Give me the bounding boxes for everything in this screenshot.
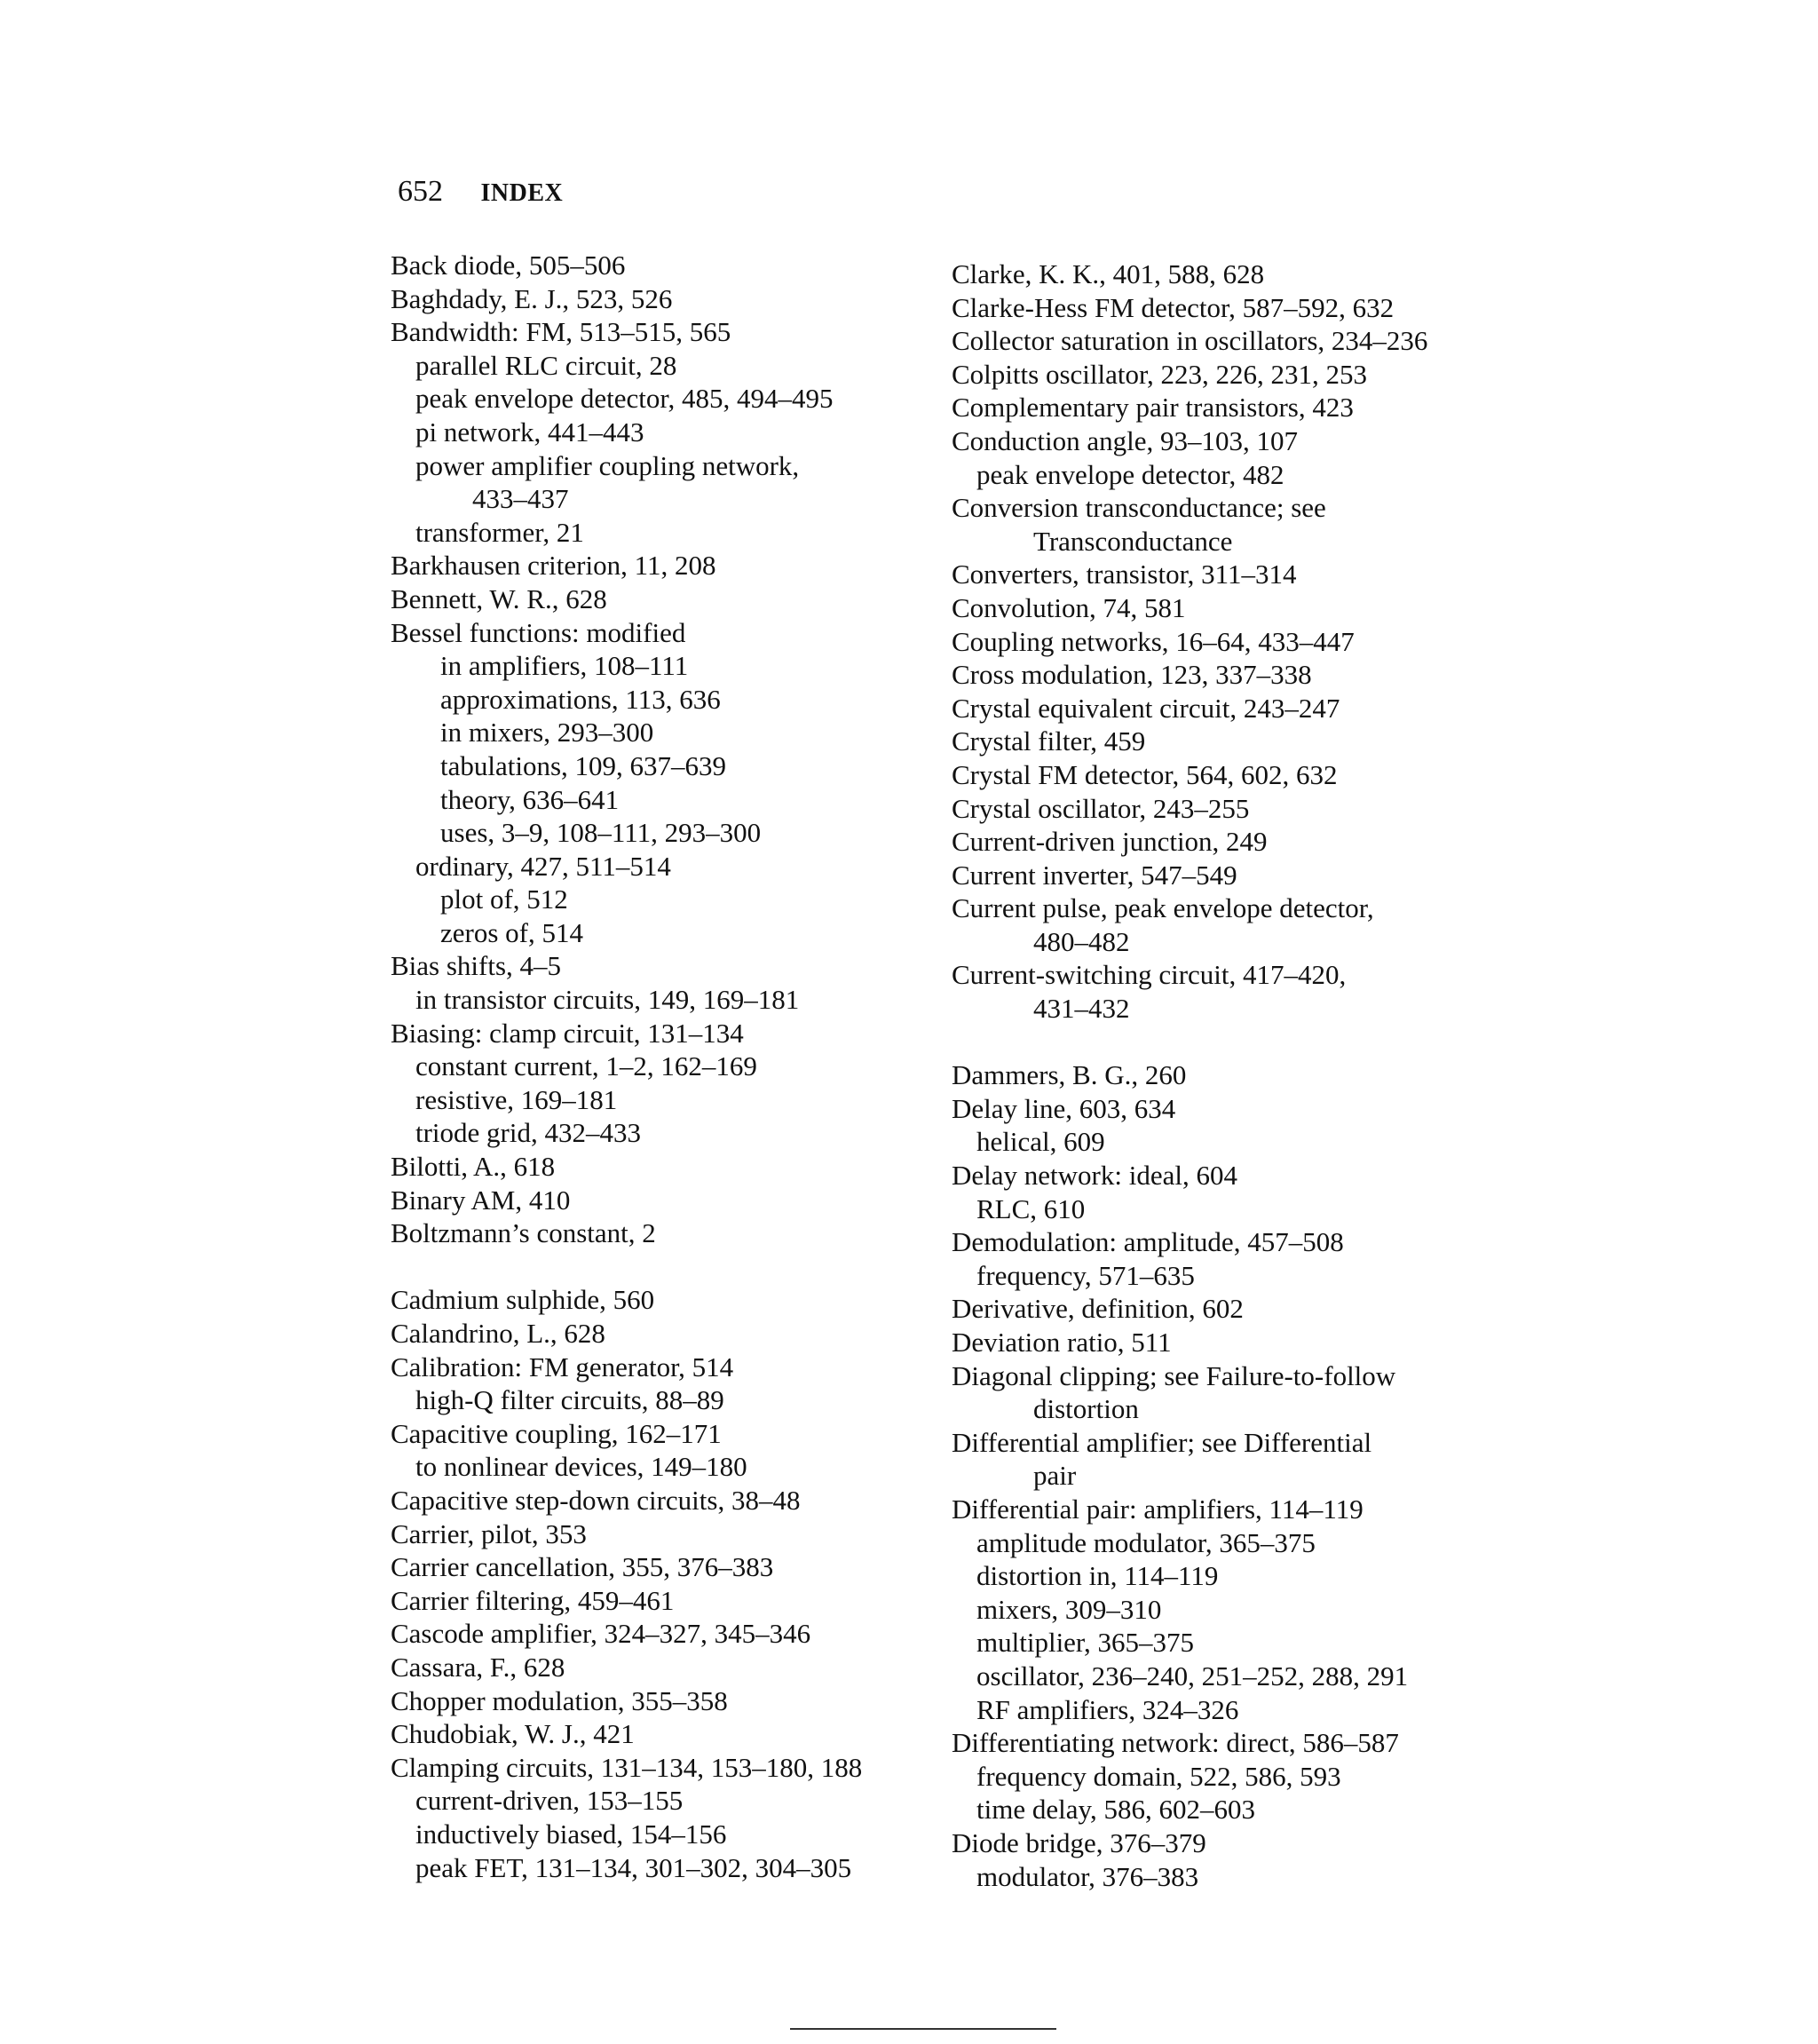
index-entry: Delay line, 603, 634: [952, 1092, 1176, 1124]
index-subentry: tabulations, 109, 637–639: [440, 749, 727, 781]
index-subentry: helical, 609: [976, 1126, 1105, 1158]
index-subentry: high-Q filter circuits, 88–89: [415, 1384, 724, 1416]
index-entry: Complementary pair transistors, 423: [952, 392, 1354, 424]
index-subentry: resistive, 169–181: [415, 1083, 618, 1115]
index-entry: Diode bridge, 376–379: [952, 1826, 1206, 1858]
index-subentry: 433–437: [472, 483, 569, 515]
index-subentry: pi network, 441–443: [415, 416, 644, 448]
page-number: 652: [398, 175, 443, 208]
index-entry: Crystal FM detector, 564, 602, 632: [952, 758, 1338, 790]
footer-rule: [790, 2028, 1056, 2030]
index-subentry: RLC, 610: [976, 1192, 1086, 1224]
index-entry: Crystal oscillator, 243–255: [952, 792, 1250, 824]
index-entry: Collector saturation in oscillators, 234–236: [952, 325, 1428, 357]
index-entry: Cross modulation, 123, 337–338: [952, 659, 1312, 691]
page-title: INDEX: [480, 179, 564, 207]
index-entry: Bias shifts, 4–5: [391, 950, 562, 982]
index-entry: Calandrino, L., 628: [391, 1318, 605, 1349]
index-subentry: peak envelope detector, 485, 494–495: [415, 383, 834, 415]
index-subentry: RF amplifiers, 324–326: [976, 1693, 1239, 1725]
index-subentry: oscillator, 236–240, 251–252, 288, 291: [976, 1660, 1409, 1691]
index-entry: Differential pair: amplifiers, 114–119: [952, 1493, 1364, 1525]
index-entry: Diagonal clipping; see Failure-to-follow: [952, 1359, 1396, 1391]
index-subentry: amplitude modulator, 365–375: [976, 1526, 1316, 1558]
index-subentry: constant current, 1–2, 162–169: [415, 1050, 757, 1082]
index-subentry: parallel RLC circuit, 28: [415, 349, 677, 381]
index-subentry: pair: [1033, 1460, 1077, 1492]
index-entry: Capacitive step-down circuits, 38–48: [391, 1484, 801, 1516]
index-subentry: in transistor circuits, 149, 169–181: [415, 984, 800, 1016]
index-subentry: frequency domain, 522, 586, 593: [976, 1760, 1341, 1792]
index-entry: Dammers, B. G., 260: [952, 1059, 1187, 1091]
index-entry: Calibration: FM generator, 514: [391, 1351, 734, 1382]
index-entry: Cascode amplifier, 324–327, 345–346: [391, 1618, 811, 1650]
index-entry: Differential amplifier; see Differential: [952, 1426, 1372, 1458]
index-entry: Convolution, 74, 581: [952, 591, 1186, 623]
index-entry: Chudobiak, W. J., 421: [391, 1718, 635, 1750]
index-entry: Colpitts oscillator, 223, 226, 231, 253: [952, 358, 1368, 390]
index-subentry: zeros of, 514: [440, 916, 583, 948]
index-entry: Carrier, pilot, 353: [391, 1517, 587, 1549]
index-entry: Baghdady, E. J., 523, 526: [391, 282, 673, 314]
index-subentry: mixers, 309–310: [976, 1593, 1162, 1625]
index-entry: Coupling networks, 16–64, 433–447: [952, 625, 1355, 657]
index-entry: Biasing: clamp circuit, 131–134: [391, 1017, 744, 1049]
index-entry: Delay network: ideal, 604: [952, 1160, 1237, 1192]
index-entry: Current inverter, 547–549: [952, 859, 1237, 891]
index-subentry: uses, 3–9, 108–111, 293–300: [440, 817, 762, 849]
index-subentry: distortion: [1033, 1393, 1139, 1425]
index-entry: Crystal equivalent circuit, 243–247: [952, 692, 1340, 724]
index-entry: Demodulation: amplitude, 457–508: [952, 1226, 1344, 1258]
index-subentry: theory, 636–641: [440, 783, 620, 815]
index-subentry: Transconductance: [1033, 525, 1233, 557]
index-entry: Cassara, F., 628: [391, 1651, 565, 1683]
index-entry: Current-switching circuit, 417–420,: [952, 959, 1347, 991]
index-subentry: distortion in, 114–119: [976, 1560, 1219, 1592]
page-header: [398, 174, 563, 211]
index-subentry: in mixers, 293–300: [440, 717, 654, 749]
index-subentry: to nonlinear devices, 149–180: [415, 1451, 747, 1483]
index-subentry: peak envelope detector, 482: [976, 458, 1284, 490]
index-entry: Binary AM, 410: [391, 1184, 571, 1216]
index-subentry: time delay, 586, 602–603: [976, 1794, 1255, 1826]
index-entry: Bennett, W. R., 628: [391, 582, 607, 614]
index-entry: Clamping circuits, 131–134, 153–180, 188: [391, 1751, 863, 1783]
index-subentry: 431–432: [1033, 993, 1130, 1025]
index-entry: Bessel functions: modified: [391, 616, 686, 648]
index-subentry: plot of, 512: [440, 883, 568, 915]
index-column-right: [952, 257, 1520, 1893]
index-entry: Bandwidth: FM, 513–515, 565: [391, 316, 731, 348]
index-entry: Barkhausen criterion, 11, 208: [391, 550, 716, 582]
index-entry: Current pulse, peak envelope detector,: [952, 892, 1374, 924]
section-gap: [952, 1026, 1520, 1059]
index-entry: Back diode, 505–506: [391, 250, 626, 281]
index-entry: Bilotti, A., 618: [391, 1151, 556, 1183]
index-entry: Crystal filter, 459: [952, 725, 1146, 757]
index-subentry: modulator, 376–383: [976, 1860, 1199, 1892]
index-entry: Deviation ratio, 511: [952, 1327, 1172, 1358]
index-entry: Carrier filtering, 459–461: [391, 1584, 675, 1616]
index-entry: Derivative, definition, 602: [952, 1293, 1244, 1325]
index-entry: Carrier cancellation, 355, 376–383: [391, 1551, 774, 1583]
index-subentry: triode grid, 432–433: [415, 1117, 641, 1149]
index-subentry: 480–482: [1033, 925, 1130, 957]
index-subentry: frequency, 571–635: [976, 1259, 1195, 1291]
index-entry: Chopper modulation, 355–358: [391, 1684, 728, 1716]
index-subentry: peak FET, 131–134, 301–302, 304–305: [415, 1851, 852, 1883]
index-entry: Cadmium sulphide, 560: [391, 1284, 655, 1316]
index-subentry: approximations, 113, 636: [440, 683, 721, 715]
index-entry: Clarke, K. K., 401, 588, 628: [952, 258, 1265, 289]
index-column-left: [391, 249, 923, 1884]
index-subentry: multiplier, 365–375: [976, 1627, 1195, 1659]
section-gap: [391, 1250, 923, 1284]
index-entry: Capacitive coupling, 162–171: [391, 1417, 722, 1449]
index-entry: Differentiating network: direct, 586–587: [952, 1727, 1399, 1759]
index-entry: Converters, transistor, 311–314: [952, 559, 1297, 590]
index-subentry: transformer, 21: [415, 516, 584, 548]
index-entry: Boltzmann’s constant, 2: [391, 1217, 656, 1249]
index-subentry: inductively biased, 154–156: [415, 1818, 727, 1850]
index-entry: Clarke-Hess FM detector, 587–592, 632: [952, 291, 1395, 323]
index-entry: Current-driven junction, 249: [952, 826, 1268, 858]
index-subentry: power amplifier coupling network,: [415, 449, 800, 481]
index-entry: Conduction angle, 93–103, 107: [952, 424, 1299, 456]
index-subentry: ordinary, 427, 511–514: [415, 850, 671, 882]
index-subentry: in amplifiers, 108–111: [440, 650, 689, 682]
index-subentry: current-driven, 153–155: [415, 1785, 684, 1817]
index-entry: Conversion transconductance; see: [952, 492, 1326, 524]
